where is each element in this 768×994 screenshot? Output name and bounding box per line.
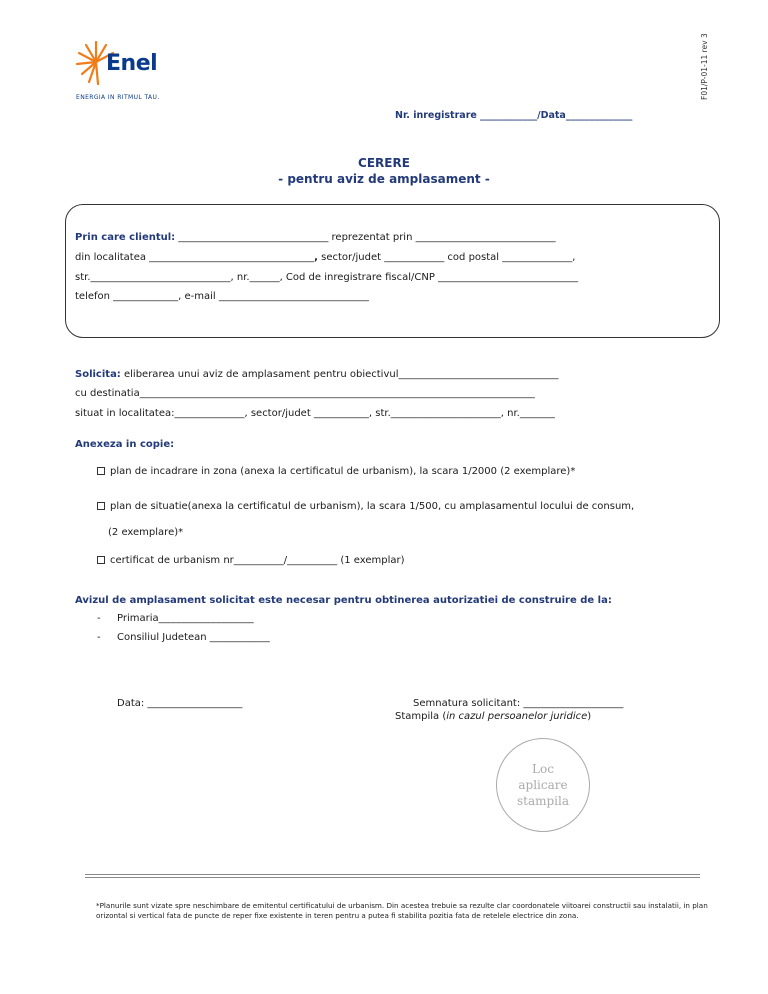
footer-divider [85,874,700,875]
document-code: F01/P-01-11 rev 3 [700,33,709,100]
request-line-2: cu destinatia_______________________________________________________________________________ [75,388,535,399]
purpose-option-consiliul: Consiliul Judetean ____________ [117,632,270,643]
purpose-heading: Avizul de amplasament solicitat este necesar pentru obtinerea autorizatiei de construire de la: [75,595,612,606]
annex-item-2-continued: (2 exemplare)* [108,527,184,538]
annex-item-2: plan de situatie(anexa la certificatul de urbanism), la scara 1/500, cu amplasamentul locului de consum, [97,501,634,512]
request-line-3: situat in localitatea:______________, sector/judet ___________, str.______________________, nr._______ [75,408,555,419]
locality-field: din localitatea _________________________________ [75,252,315,263]
annex-item-1: plan de incadrare in zona (anexa la certificatul de urbanism), la scara 1/2000 (2 exemplare)* [97,466,575,477]
client-line-3: str.____________________________, nr.______, Cod de inregistrare fiscal/CNP ____________________________ [75,272,579,283]
county-postal-field: sector/judet ____________ cod postal ______________, [317,252,576,263]
checkbox-icon[interactable] [97,467,105,475]
registration-line: Nr. inregistrare ____________/Data______________ [395,110,633,121]
client-info-box [65,204,720,338]
checkbox-icon[interactable] [97,502,105,510]
purpose-option-primaria: Primaria___________________ [117,613,254,624]
client-name-field: ______________________________ reprezentat prin ____________________________ [175,232,556,243]
annex-item-3: certificat de urbanism nr__________/__________ (1 exemplar) [97,555,405,566]
request-label: Solicita: [75,369,121,380]
page-subtitle: - pentru aviz de amplasament - [278,172,490,186]
client-line-2: din localitatea _________________________________, sector/judet ____________ cod postal ______________, [75,252,576,263]
brand-name: Enel [106,51,158,76]
stamp-note: Stampila (in cazul persoanelor juridice) [395,711,592,722]
stamp-placeholder-circle: Loc aplicare stampila [496,738,590,832]
date-field: Data: ___________________ [117,698,243,709]
request-line-1: Solicita: eliberarea unui aviz de amplasament pentru obiectivul________________________________ [75,369,559,380]
footnote: *Planurile sunt vizate spre neschimbare de emitentul certificatului de urbanism. Din acestea trebuie sa rezulte clar coordonatele viitoarei constructii sau instalatii, in plan orizontal si vertical fata de puncte de reper fixe existente in teren pentru a putea fi stabilita pozitia fata de retelele electrice din zona. [96,901,708,920]
page-title: CERERE [358,156,410,170]
checkbox-icon[interactable] [97,556,105,564]
annexes-heading: Anexeza in copie: [75,439,175,450]
dash-marker: - [97,613,101,624]
client-line-4: telefon _____________, e-mail ______________________________ [75,291,369,302]
brand-tagline: ENERGIA IN RITMUL TAU. [76,94,160,101]
client-label: Prin care clientul: [75,232,176,243]
footer-divider [85,877,700,878]
signature-field: Semnatura solicitant: ____________________ [413,698,624,709]
client-line-1 [75,232,556,243]
dash-marker: - [97,632,101,643]
